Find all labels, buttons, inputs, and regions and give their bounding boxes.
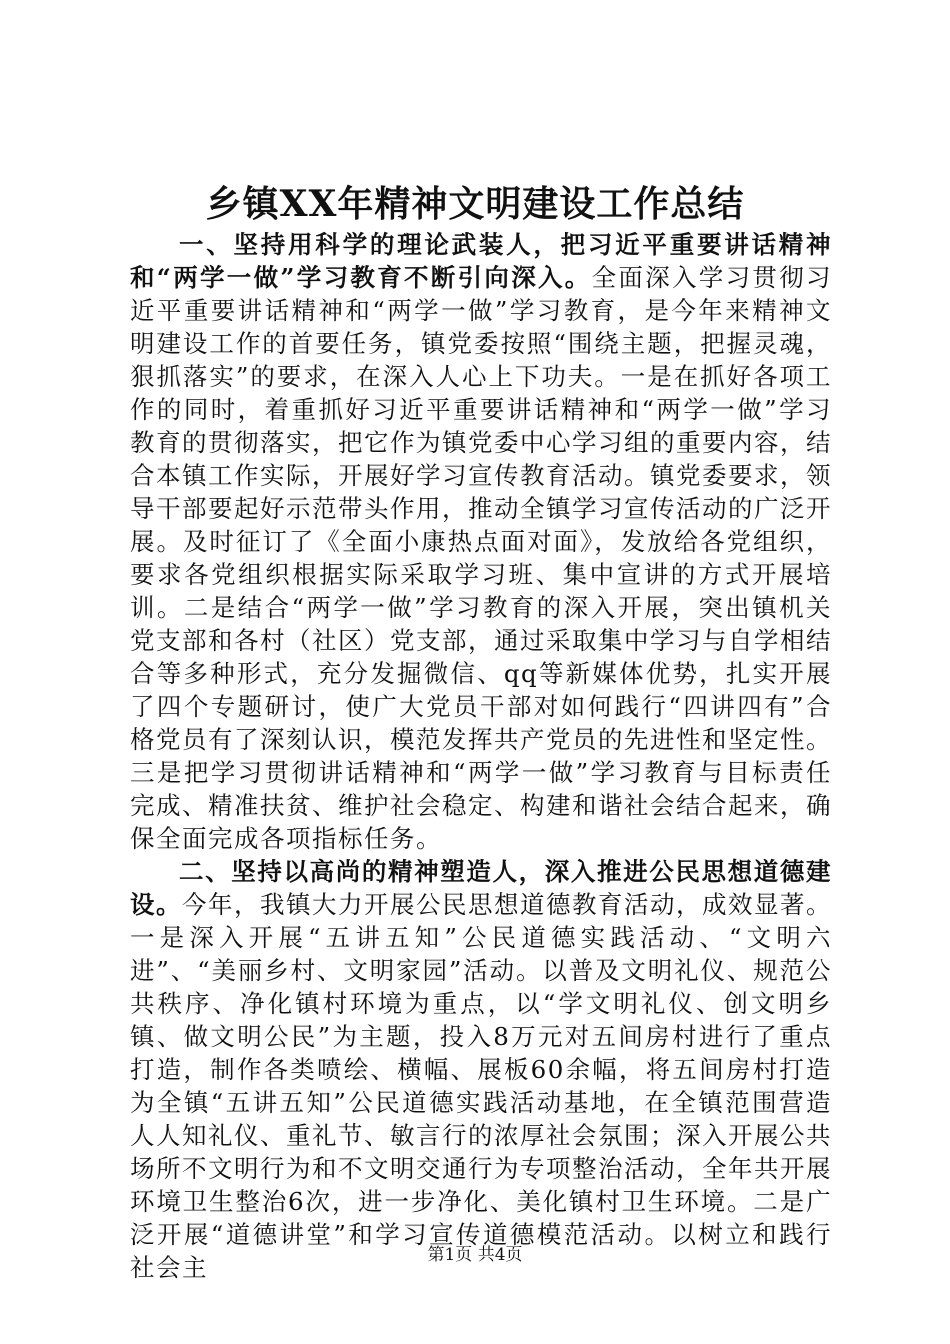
paragraph-1-heading: 一、坚持用科学的理论武装人，把习近平重要讲话精神和“两学一做”学习教育不断引向深入。 xyxy=(130,230,832,292)
paragraph-1 xyxy=(130,228,832,855)
document-title: 乡镇XX年精神文明建设工作总结 xyxy=(205,183,745,225)
paragraph-2-body: 今年，我镇大力开展公民思想道德教育活动，成效显著。一是深入开展“五讲五知”公民道德实践活动、“文明六进”、“美丽乡村、文明家园”活动。以普及文明礼仪、规范公共秩序、净化镇村环境为重点，以“学文明礼仪、创文明乡镇、做文明公民”为主题，投入8万元对五间房村进行了重点打造，制作各类喷绘、横幅、展板60余幅，将五间房村打造为全镇“五讲五知”公民道德实践活动基地，在全镇范围营造人人知礼仪、重礼节、敏言行的浓厚社会氛围；深入开展公共场所不文明行为和不文明交通行为专项整治活动，全年共开展环境卫生整治6次，进一步净化、美化镇村卫生环境。二是广泛开展“道德讲堂”和学习宣传道德模范活动。以树立和践行社会主 xyxy=(130,890,832,1282)
paragraph-2-heading: 二、坚持以高尚的精神塑造人，深入推进公民思想道德建设。 xyxy=(130,857,832,919)
paragraph-2 xyxy=(130,855,832,1284)
paragraph-1-body: 全面深入学习贯彻习近平重要讲话精神和“两学一做”学习教育，是今年来精神文明建设工作的首要任务，镇党委按照“围绕主题，把握灵魂，狠抓落实”的要求，在深入人心上下功夫。一是在抓好各项工作的同时，着重抓好习近平重要讲话精神和“两学一做”学习教育的贯彻落实，把它作为镇党委中心学习组的重要内容，结合本镇工作实际，开展好学习宣传教育活动。镇党委要求，领导干部要起好示范带头作用，推动全镇学习宣传活动的广泛开展。及时征订了《全面小康热点面对面》，发放给各党组织，要求各党组织根据实际采取学习班、集中宣讲的方式开展培训。二是结合“两学一做”学习教育的深入开展，突出镇机关党支部和各村（社区）党支部，通过采取集中学习与自学相结合等多种形式，充分发掘微信、qq等新媒体优势，扎实开展了四个专题研讨，使广大党员干部对如何践行“四讲四有”合格党员有了深刻认识，模范发挥共产党员的先进性和坚定性。三是把学习贯彻讲话精神和“两学一做”学习教育与目标责任完成、精准扶贫、维护社会稳定、构建和谐社会结合起来，确保全面完成各项指标任务。 xyxy=(130,263,832,853)
page-footer: 第1页 共4页 xyxy=(427,1245,523,1265)
document-body xyxy=(130,228,832,1284)
